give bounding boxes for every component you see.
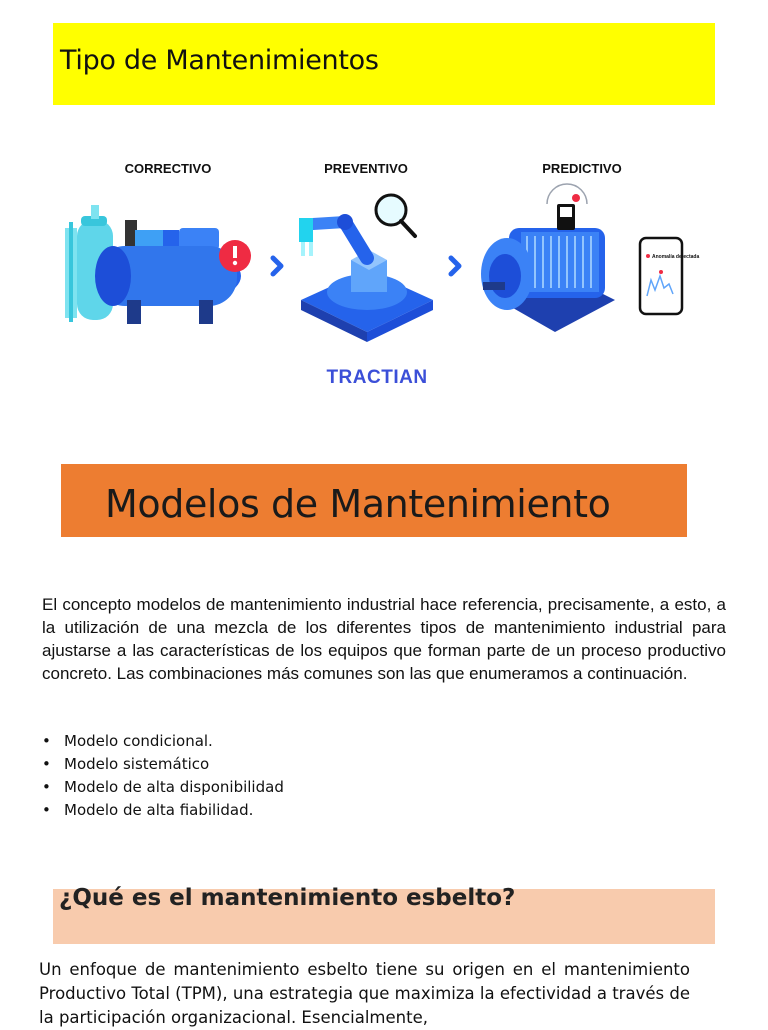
section-title-modelos — [61, 464, 687, 537]
label-predictivo: PREDICTIVO — [542, 161, 622, 176]
alert-icon — [219, 240, 251, 272]
section-title-text: Modelos de Mantenimiento — [105, 482, 611, 526]
esbelto-paragraph: Un enfoque de mantenimiento esbelto tiene su origen en el mantenimiento Productivo Total (TPM), una estrategia que maximiza la efectividad a través de la participación organizacional. Esencialmente, — [39, 960, 690, 1027]
section-title-tipos — [53, 23, 715, 105]
list-item: • Modelo de alta fiabilidad. — [42, 799, 284, 822]
section-title-esbelto — [53, 885, 715, 944]
modelos-intro-paragraph: El concepto modelos de mantenimiento industrial hace referencia, precisamente, a esto, a la utilización de una mezcla de los diferentes tipos de mantenimiento industrial para ajustarse a las características de los equipos que forman parte de un proceso productivo concreto. Las combinaciones más comunes son las que enumeramos a continuación. — [42, 595, 726, 683]
magnifier-icon — [376, 195, 415, 236]
tractian-logo: TRACTIAN — [326, 367, 428, 388]
phone-icon — [640, 238, 699, 314]
section-title-text: Tipo de Mantenimientos — [60, 45, 379, 76]
list-item: • Modelo condicional. — [42, 730, 284, 753]
models-list — [42, 730, 284, 822]
label-correctivo: CORRECTIVO — [124, 161, 212, 176]
maintenance-types-figure — [55, 150, 715, 400]
motor-icon — [481, 184, 615, 332]
phone-alert-text: Anomalía detectada — [652, 254, 700, 260]
compressor-icon — [65, 205, 241, 324]
list-item: • Modelo sistemático — [42, 753, 284, 776]
section-title-text: ¿Qué es el mantenimiento esbelto? — [59, 885, 516, 911]
chevron-right-icon — [451, 258, 459, 274]
list-item: • Modelo de alta disponibilidad — [42, 776, 284, 799]
label-preventivo: PREVENTIVO — [324, 161, 408, 176]
chevron-right-icon — [273, 258, 281, 274]
